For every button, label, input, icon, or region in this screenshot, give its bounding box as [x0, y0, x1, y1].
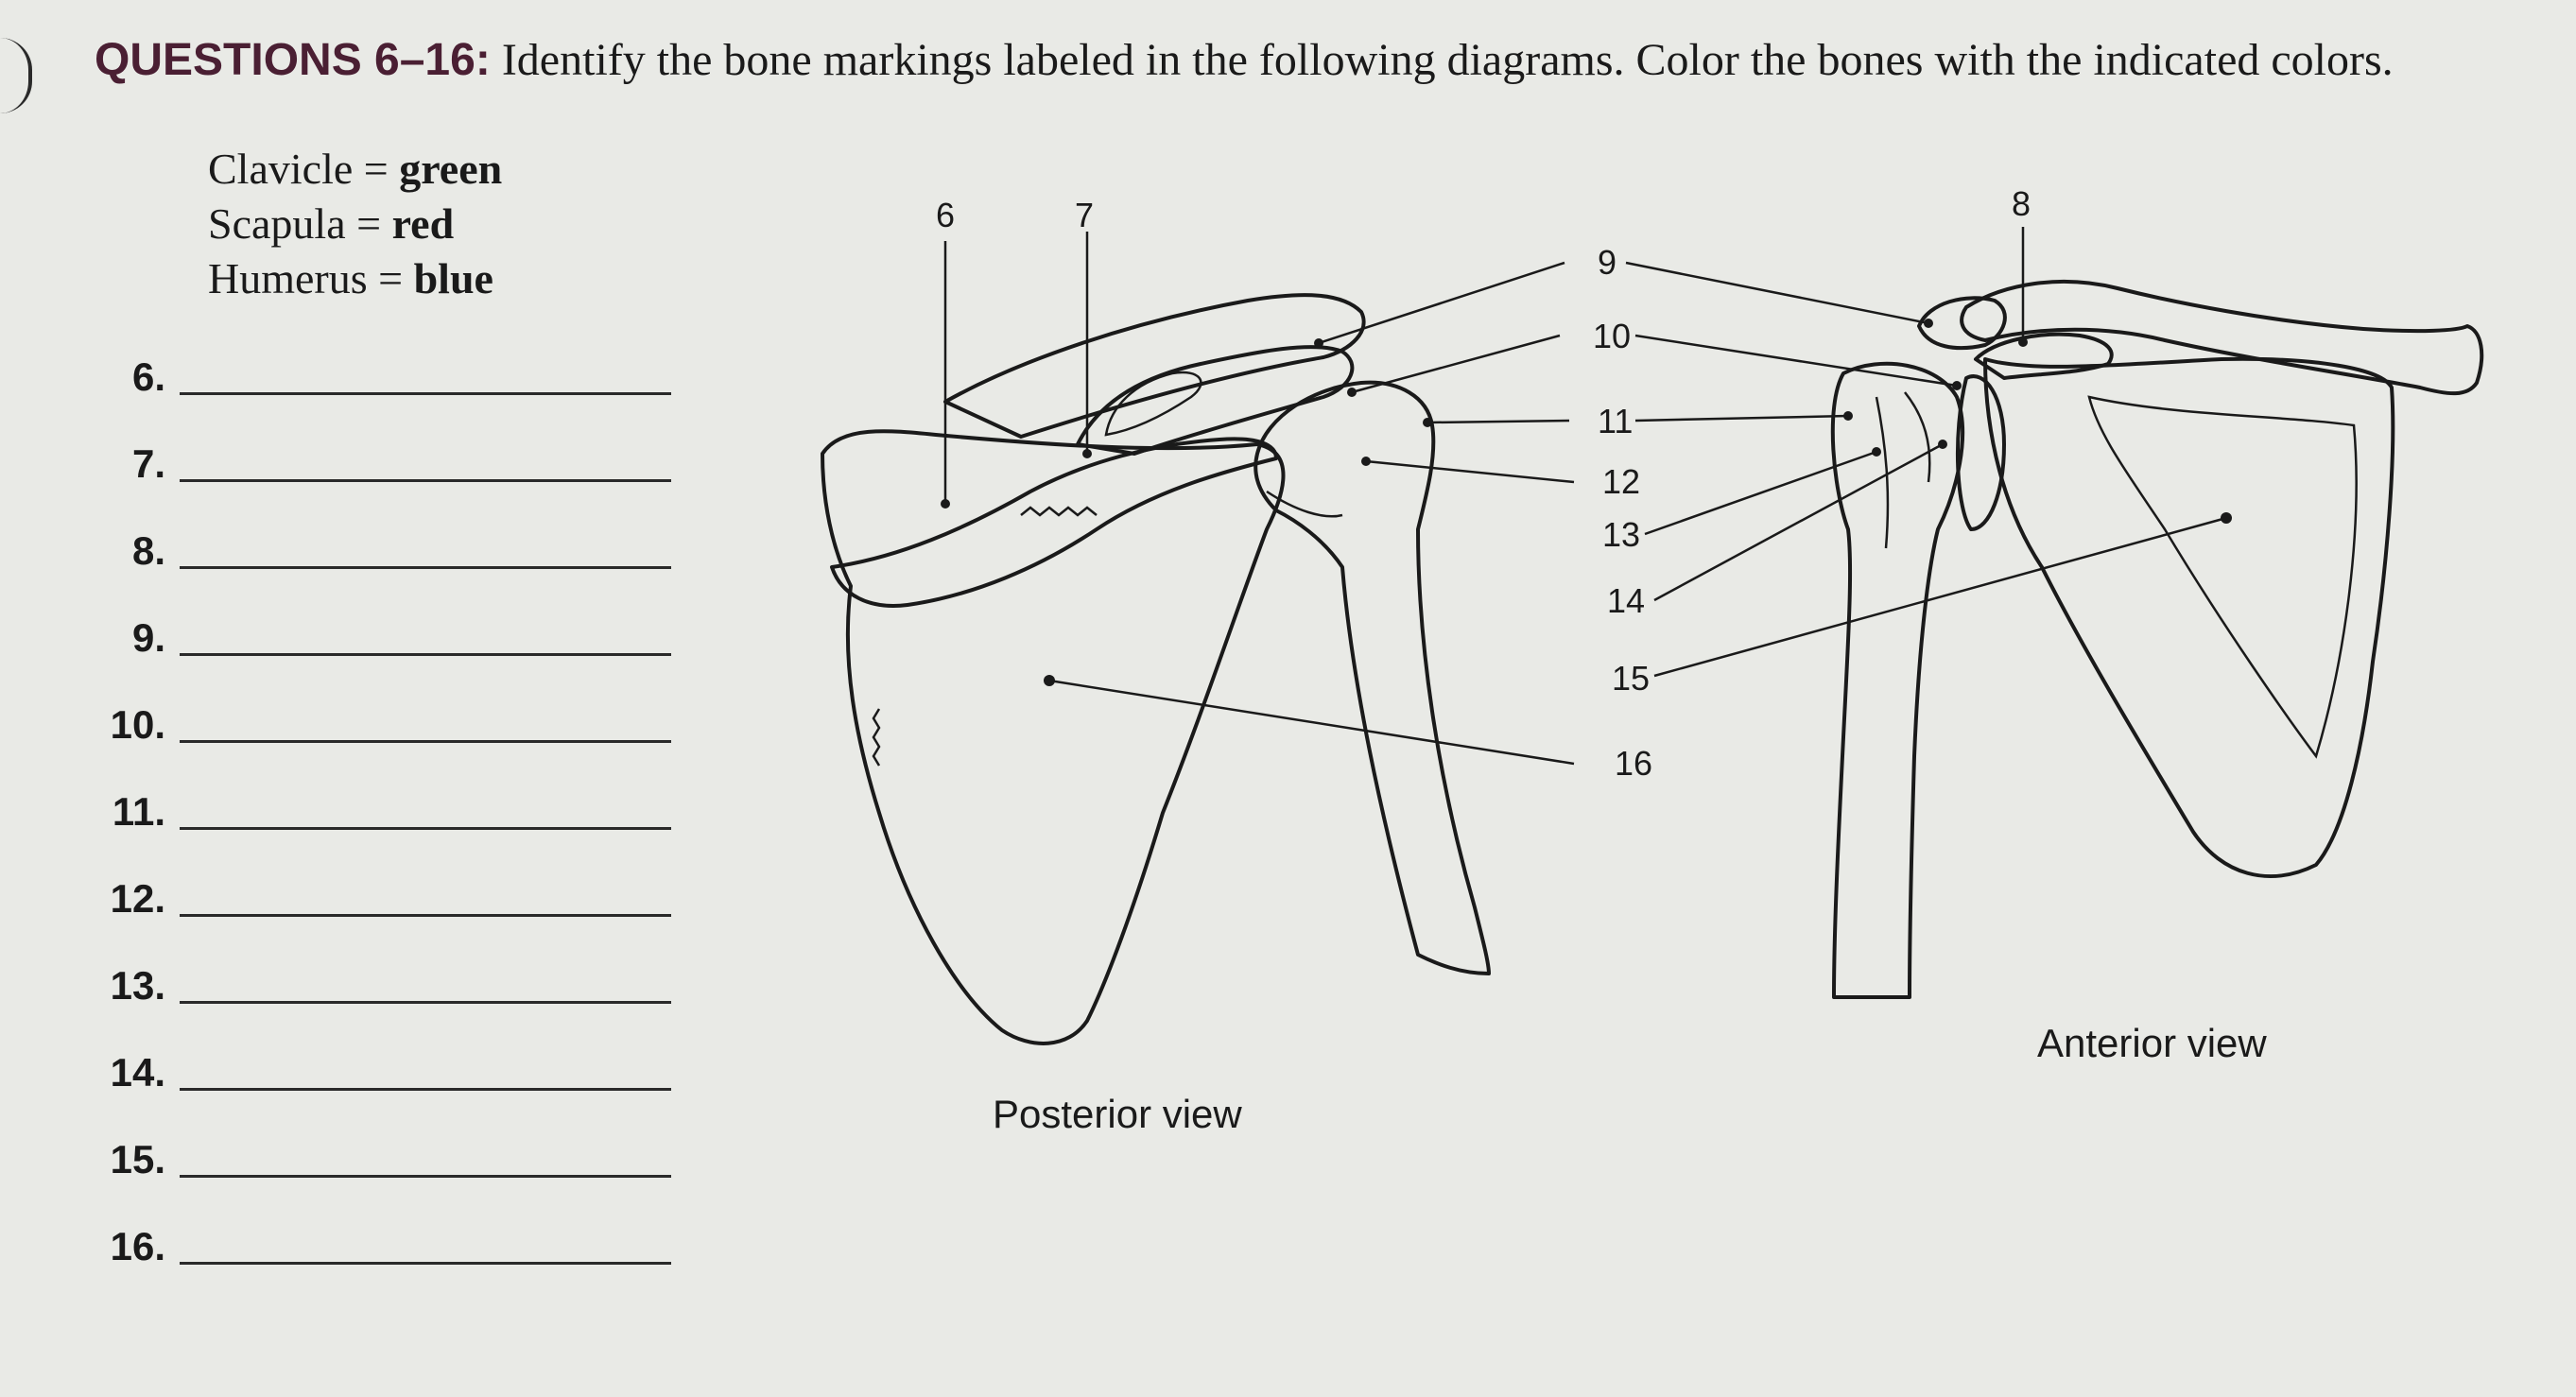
anterior-scapula — [1985, 359, 2393, 876]
posterior-view-illustration — [822, 295, 1489, 1043]
answer-row-9: 9. — [85, 615, 690, 672]
posterior-clavicle — [945, 295, 1364, 437]
answer-row-14: 14. — [85, 1050, 690, 1107]
label-12: 12 — [1602, 462, 1641, 501]
posterior-spine-texture — [1021, 508, 1097, 515]
label-7: 7 — [1075, 196, 1095, 234]
legend-clavicle: Clavicle = green — [208, 145, 503, 193]
answer-row-11: 11. — [85, 789, 690, 846]
label-13: 13 — [1602, 515, 1641, 554]
posterior-vertebral-border-texture — [873, 709, 879, 766]
posterior-acromion-notch — [1106, 372, 1201, 435]
question-label: QUESTIONS 6–16: — [95, 35, 491, 85]
label-15: 15 — [1612, 659, 1651, 698]
anterior-scapula-inner — [2089, 397, 2357, 756]
label-8: 8 — [2012, 184, 2031, 223]
legend-humerus: Humerus = blue — [208, 254, 493, 302]
answer-row-12: 12. — [85, 876, 690, 933]
label-10: 10 — [1593, 317, 1632, 355]
label-14: 14 — [1607, 581, 1646, 620]
label-16: 16 — [1615, 744, 1653, 783]
caption-posterior-view: Posterior view — [993, 1092, 1242, 1136]
posterior-scapular-spine — [832, 439, 1276, 606]
answer-row-6: 6. — [85, 354, 690, 411]
diagram-number-labels — [936, 184, 2031, 783]
answer-row-15: 15. — [85, 1137, 690, 1194]
label-9: 9 — [1598, 243, 1617, 282]
posterior-leader-lines — [941, 232, 1574, 764]
answer-row-16: 16. — [85, 1224, 690, 1281]
answer-row-8: 8. — [85, 528, 690, 585]
anterior-glenoid — [1958, 376, 2004, 529]
caption-anterior-view: Anterior view — [2037, 1021, 2267, 1065]
label-6: 6 — [936, 196, 956, 234]
answer-row-10: 10. — [85, 702, 690, 759]
answer-row-7: 7. — [85, 441, 690, 498]
anterior-clavicle — [1962, 282, 2481, 393]
legend-scapula: Scapula = red — [208, 199, 455, 248]
posterior-scapula — [822, 431, 1284, 1043]
anterior-humerus — [1833, 364, 1962, 997]
question-instructions: Identify the bone markings labeled in the following diagrams. Color the bones with the indicated colors. — [501, 35, 2394, 85]
anterior-humerus-groove — [1876, 397, 1888, 548]
anterior-view-illustration — [1833, 282, 2481, 997]
label-11: 11 — [1598, 402, 1634, 440]
anterior-humerus-tubercle — [1905, 392, 1929, 482]
anterior-coracoid — [1976, 335, 2112, 378]
posterior-acromion — [1078, 347, 1352, 454]
answer-row-13: 13. — [85, 963, 690, 1020]
